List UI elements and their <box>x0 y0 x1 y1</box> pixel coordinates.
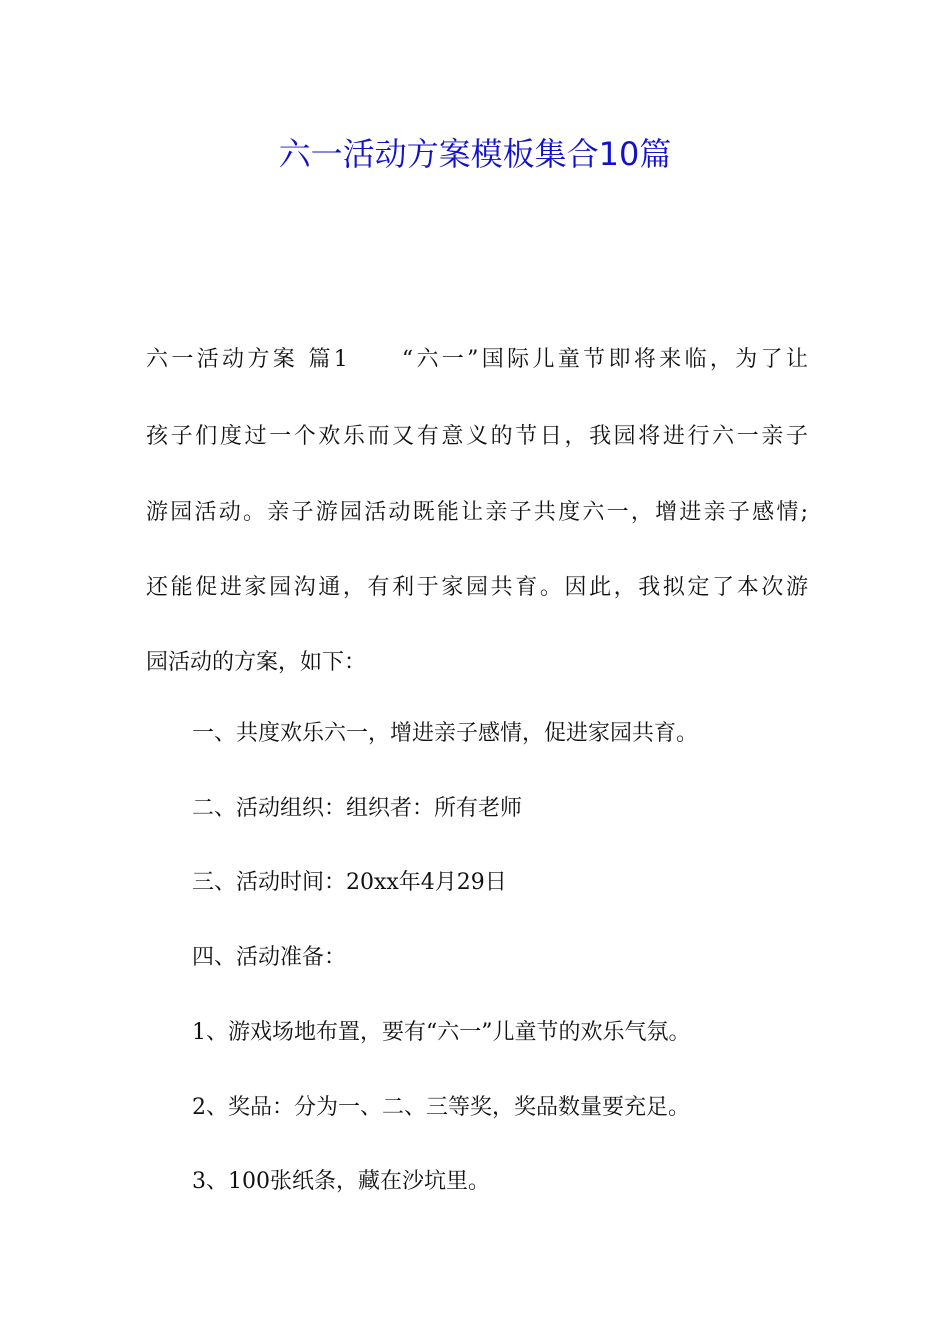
list-item: 四、活动准备： <box>192 945 347 970</box>
intro-line: 孩子们度过一个欢乐而又有意义的节日，我园将进行六一亲子 <box>146 424 808 449</box>
list-item: 三、活动时间：20xx年4月29日 <box>192 870 507 895</box>
intro-line: 园活动的方案，如下： <box>146 650 367 675</box>
list-item: 一、共度欢乐六一，增进亲子感情，促进家园共育。 <box>192 721 699 746</box>
document-title: 六一活动方案模板集合10篇 <box>278 135 672 173</box>
list-item: 3、100张纸条，藏在沙坑里。 <box>192 1169 490 1194</box>
list-item: 2、奖品：分为一、二、三等奖，奖品数量要充足。 <box>192 1095 690 1120</box>
list-item: 二、活动组织：组织者：所有老师 <box>192 796 523 821</box>
intro-line: 六一活动方案 篇1 “六一”国际儿童节即将来临，为了让 <box>146 347 808 372</box>
intro-line: 游园活动。亲子游园活动既能让亲子共度六一，增进亲子感情; <box>146 500 808 525</box>
list-item: 1、游戏场地布置，要有“六一”儿童节的欢乐气氛。 <box>192 1020 691 1045</box>
intro-line: 还能促进家园沟通，有利于家园共育。因此，我拟定了本次游 <box>146 575 808 600</box>
